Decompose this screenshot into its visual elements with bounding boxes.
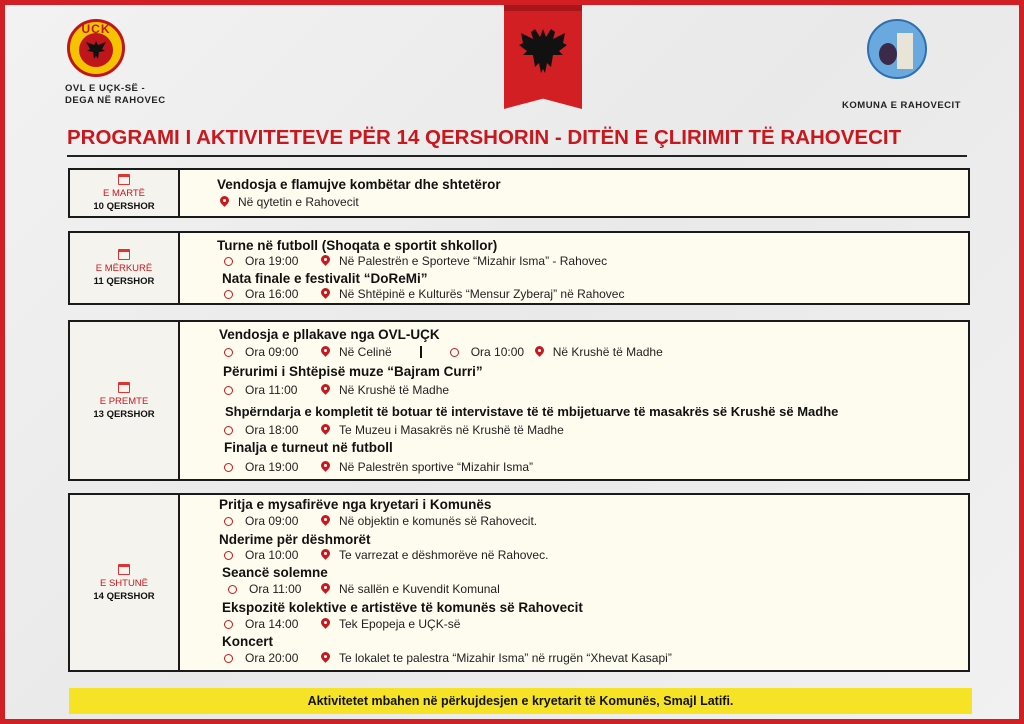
footer-banner: Aktivitetet mbahen në përkujdesjen e kryetarit të Komunës, Smajl Latifi. — [69, 688, 972, 714]
separator — [420, 346, 422, 358]
day-name: E SHTUNË — [99, 577, 149, 589]
event-detail — [224, 383, 449, 397]
location-pin-icon — [321, 583, 330, 595]
location-pin-icon — [321, 424, 330, 436]
left-org-line2: DEGA NË RAHOVEC — [65, 95, 166, 106]
albanian-flag-banner — [504, 5, 582, 109]
event-detail — [228, 582, 500, 596]
event-detail — [224, 345, 663, 359]
location-pin-icon — [321, 652, 330, 664]
event-time: Ora 18:00 — [245, 423, 299, 437]
event-title: Seancë solemne — [222, 565, 328, 580]
event-time: Ora 20:00 — [245, 651, 299, 665]
calendar-icon — [118, 564, 130, 575]
clock-icon — [224, 426, 233, 435]
calendar-icon — [118, 382, 130, 393]
event-place: Tek Epopeja e UÇK-së — [339, 617, 461, 631]
uck-emblem-text: UÇK — [81, 22, 111, 36]
event-time-2: Ora 10:00 — [470, 345, 525, 359]
day-date: 14 QERSHOR — [93, 590, 155, 602]
clock-icon — [224, 551, 233, 560]
event-time: Ora 11:00 — [249, 582, 302, 596]
event-detail — [224, 514, 537, 528]
event-title: Vendosja e flamujve kombëtar dhe shtetëror — [217, 177, 501, 192]
event-time: Ora 10:00 — [245, 548, 299, 562]
clock-icon — [224, 257, 233, 266]
location-pin-icon — [321, 461, 330, 473]
event-place: Në sallën e Kuvendit Komunal — [339, 582, 500, 596]
ovl-uck-logo-block — [65, 19, 185, 107]
clock-icon — [228, 585, 237, 594]
event-title: Nata finale e festivalit “DoReMi” — [222, 271, 428, 286]
event-place: Në objektin e komunës së Rahovecit. — [339, 514, 538, 528]
uck-emblem-icon — [67, 19, 125, 77]
location-pin-icon — [321, 384, 330, 396]
event-time: Ora 09:00 — [245, 514, 299, 528]
event-time: Ora 19:00 — [245, 460, 299, 474]
event-time: Ora 14:00 — [245, 617, 299, 631]
event-place: Në Shtëpinë e Kulturës “Mensur Zyberaj” në Rahovec — [339, 287, 625, 301]
clock-icon — [224, 290, 233, 299]
clock-icon — [224, 517, 233, 526]
location-pin-icon — [321, 618, 330, 630]
day-date: 10 QERSHOR — [93, 201, 155, 212]
event-place: Në Celinë — [339, 345, 392, 359]
title-divider — [67, 155, 967, 157]
day-label-box — [70, 233, 180, 303]
page-title: PROGRAMI I AKTIVITETEVE PËR 14 QERSHORIN - DITËN E ÇLIRIMIT TË RAHOVECIT — [67, 126, 902, 149]
event-detail — [224, 548, 548, 562]
event-title: Koncert — [222, 634, 274, 649]
day-name: E PREMTE — [99, 395, 149, 407]
event-title: Finalja e turneut në futboll — [224, 440, 393, 455]
day-date: 13 QERSHOR — [93, 408, 155, 420]
right-org-name: KOMUNA E RAHOVECIT — [842, 100, 961, 111]
event-title: Nderime për dëshmorët — [219, 532, 371, 547]
day-name: E MËRKURË — [95, 263, 153, 274]
event-place-2: Në Krushë të Madhe — [552, 345, 663, 359]
clock-icon — [224, 620, 233, 629]
day-date: 11 QERSHOR — [93, 276, 155, 287]
event-time: Ora 19:00 — [245, 254, 299, 268]
event-place: Në Krushë të Madhe — [339, 383, 450, 397]
event-place: Në qytetin e Rahovecit — [238, 195, 359, 209]
event-place: Te varrezat e dëshmorëve në Rahovec. — [339, 548, 549, 562]
location-pin-icon — [220, 196, 229, 208]
location-pin-icon — [321, 346, 330, 358]
calendar-icon — [118, 249, 130, 260]
event-detail — [224, 460, 533, 474]
event-place: Te Muzeu i Masakrës në Krushë të Madhe — [339, 423, 564, 437]
event-title: Turne në futboll (Shoqata e sportit shkollor) — [217, 238, 498, 253]
day-name: E MARTË — [102, 188, 146, 199]
event-detail — [224, 651, 672, 665]
left-org-line1: OVL E UÇK-SË - — [65, 83, 146, 94]
clock-icon — [224, 463, 233, 472]
event-detail — [220, 195, 359, 209]
event-place: Në Palestrën sportive “Mizahir Isma” — [339, 460, 534, 474]
day-label-box — [70, 322, 180, 479]
clock-icon — [224, 348, 233, 357]
calendar-icon — [118, 174, 130, 185]
day-card-friday — [68, 320, 970, 481]
event-place: Te lokalet te palestra “Mizahir Isma” në rrugën “Xhevat Kasapi” — [339, 651, 672, 665]
event-time: Ora 09:00 — [245, 345, 299, 359]
event-detail — [224, 617, 460, 631]
event-title: Përurimi i Shtëpisë muze “Bajram Curri” — [223, 364, 483, 379]
event-detail — [224, 254, 607, 268]
event-time: Ora 16:00 — [245, 287, 299, 301]
location-pin-icon — [321, 255, 330, 267]
event-time: Ora 11:00 — [245, 383, 298, 397]
day-card-saturday — [68, 493, 970, 672]
location-pin-icon — [321, 515, 330, 527]
clock-icon — [224, 386, 233, 395]
event-title: Pritja e mysafirëve nga kryetari i Komunës — [219, 497, 492, 512]
event-detail — [224, 423, 564, 437]
rahovec-emblem-icon — [867, 19, 927, 79]
location-pin-icon — [535, 346, 544, 358]
day-card-tuesday — [68, 168, 970, 218]
komuna-logo-block — [811, 19, 961, 111]
day-label-box — [70, 495, 180, 670]
clock-icon — [224, 654, 233, 663]
day-label-box — [70, 170, 180, 216]
double-headed-eagle-icon — [517, 23, 569, 79]
day-card-wednesday — [68, 231, 970, 305]
event-title: Shpërndarja e kompletit të botuar të intervistave të të mbijetuarve të masakrës së Krushë së Madhe — [225, 404, 839, 419]
event-place: Në Palestrën e Sporteve “Mizahir Isma” - Rahovec — [339, 254, 608, 268]
event-title: Vendosja e pllakave nga OVL-UÇK — [219, 327, 440, 342]
location-pin-icon — [321, 288, 330, 300]
location-pin-icon — [321, 549, 330, 561]
eagle-icon — [84, 39, 108, 61]
event-detail — [224, 287, 624, 301]
event-title: Ekspozitë kolektive e artistëve të komunës së Rahovecit — [222, 600, 583, 615]
left-org-name — [65, 83, 185, 107]
clock-icon — [450, 348, 459, 357]
